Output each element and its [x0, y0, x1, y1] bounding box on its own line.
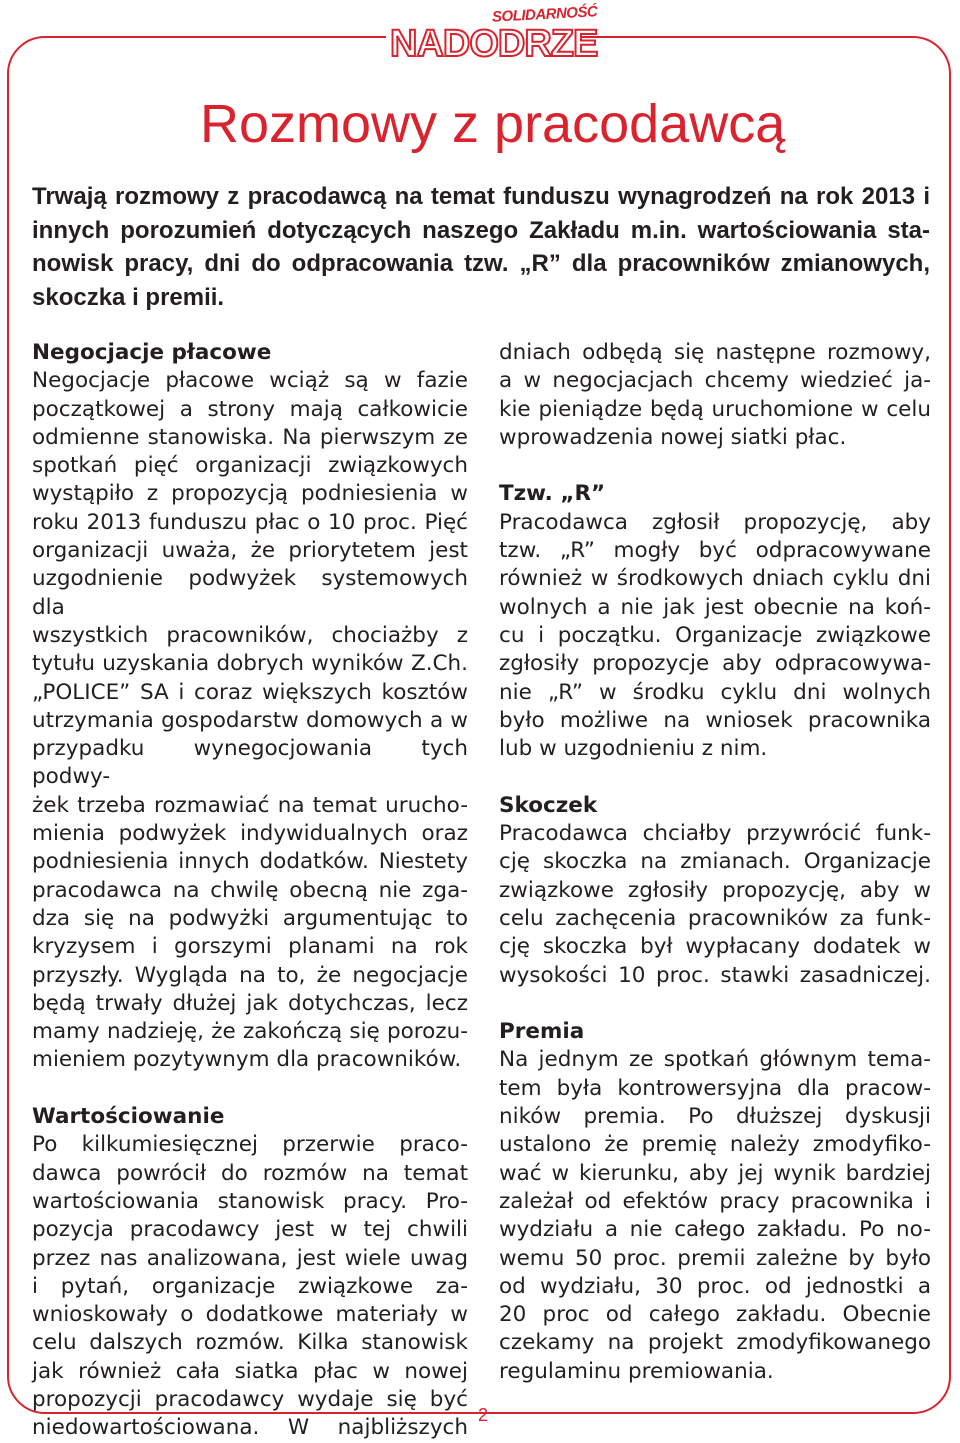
- text-line: „POLICE” SA i coraz większych kosztów: [32, 679, 468, 705]
- text-line: wolnych a nie jak jest obecnie na koń-: [499, 594, 931, 620]
- text-line: kie pieniądze będą uruchomione w celu: [499, 396, 931, 422]
- left-column: [32, 339, 468, 1443]
- text-line: czekamy na projekt zmodyfikowanego: [499, 1330, 931, 1356]
- text-line: zależał od efektów pracy pracownika i: [499, 1188, 931, 1214]
- heading-premia: Premia: [499, 1019, 585, 1045]
- text-line: cję skoczka na zmianach. Organizacje: [499, 849, 931, 875]
- heading-skoczek: Skoczek: [499, 792, 598, 818]
- text-line: od wydziału, 30 proc. od jednostki a: [499, 1273, 931, 1299]
- text-line: tem była kontrowersyjna dla pracow-: [499, 1075, 931, 1101]
- text-line: wnioskowały o dodatkowe materiały w: [32, 1302, 468, 1328]
- text-line: zgłosiły propozycje aby odpracowywa-: [499, 651, 931, 677]
- text-line: propozycji pracodawcy wydaje się być: [32, 1386, 468, 1412]
- paragraph-tzw-r: [499, 509, 931, 764]
- right-column: [499, 339, 931, 1386]
- text-line: wprowadzenia nowej siatki płac.: [499, 424, 847, 450]
- paragraph-skoczek: [499, 820, 931, 990]
- text-line: przyszły. Wygląda na to, że negocjacje: [32, 962, 468, 988]
- text-line: wać w kierunku, aby jej wynik bardziej: [499, 1160, 931, 1186]
- text-line: kryzysem i gorszymi planami na rok: [32, 934, 468, 960]
- text-line: wemu 50 proc. premii zależne by było: [499, 1245, 931, 1271]
- text-line: regulaminu premiowania.: [499, 1358, 774, 1384]
- text-line: Po kilkumiesięcznej przerwie praco-: [32, 1132, 468, 1158]
- text-line: mienia podwyżek indywidualnych oraz: [32, 821, 468, 847]
- text-line: ustalono że premię należy zmodyfiko-: [499, 1132, 931, 1158]
- text-line: 20 proc od całego zakładu. Obecnie: [499, 1302, 931, 1328]
- text-line: tytułu uzyskania dobrych wyników Z.Ch.: [32, 651, 468, 677]
- text-line: żek trzeba rozmawiać na temat urucho-: [32, 792, 468, 818]
- page-title: Rozmowy z pracodawcą: [200, 94, 786, 154]
- paragraph-wartosciowanie: [32, 1131, 468, 1442]
- text-line: przypadku wynegocjowania tych podwy-: [32, 736, 468, 790]
- lead-line: innych porozumień dotyczących naszego Zakładu m.in. wartościowania sta-: [32, 216, 930, 244]
- text-line: dniach odbędą się następne rozmowy,: [499, 340, 931, 365]
- text-line: wartościowania stanowisk pracy. Pro-: [32, 1188, 468, 1214]
- heading-wartosciowanie: Wartościowanie: [32, 1104, 225, 1130]
- text-line: podniesienia innych dodatków. Niestety: [32, 849, 468, 875]
- text-line: będą trwały dłużej jak dotychczas, lecz: [32, 990, 468, 1016]
- text-line: związkowe zgłosiły propozycję, aby w: [499, 877, 931, 903]
- text-line: jak również cała siatka płac w nowej: [32, 1358, 468, 1384]
- lead-line: skoczka i premii.: [32, 283, 225, 311]
- lead-paragraph: [32, 180, 930, 314]
- text-line: nie „R” w środku cyklu dni wolnych: [499, 679, 931, 705]
- text-line: Na jednym ze spotkań głównym tema-: [499, 1047, 931, 1073]
- paragraph-continued: [499, 339, 931, 452]
- logo-solidarnosc: SOLIDARNOŚĆ: [491, 3, 598, 26]
- text-line: organizacji uważa, że priorytetem jest: [32, 538, 468, 564]
- text-line: roku 2013 funduszu płac o 10 proc. Pięć: [32, 509, 468, 535]
- text-line: również w środkowych dniach cyklu dni: [499, 566, 931, 592]
- text-line: wszystkich pracowników, chociażby z: [32, 622, 468, 648]
- nadodrze-logo: [386, 0, 598, 72]
- lead-line: nowisk pracy, dni do odpracowania tzw. „R” dla pracowników zmianowych,: [32, 250, 930, 278]
- text-line: Pracodawca zgłosił propozycję, aby: [499, 509, 931, 535]
- paragraph-negocjacje: [32, 367, 468, 1074]
- text-line: a w negocjacjach chcemy wiedzieć ja-: [499, 368, 931, 394]
- text-line: cję skoczka był wypłacany dodatek w: [499, 934, 931, 960]
- text-line: celu dalszych rozmów. Kilka stanowisk: [32, 1330, 468, 1356]
- text-line: dza się na podwyżki argumentując to: [32, 905, 468, 931]
- logo-nadodrze: NADODRZE: [390, 23, 598, 65]
- text-line: utrzymania gospodarstw domowych a w: [32, 707, 468, 733]
- text-line: uzgodnienie podwyżek systemowych dla: [32, 566, 468, 620]
- text-line: pozycja pracodawcy jest w tej chwili: [32, 1217, 468, 1243]
- text-line: spotkań pięć organizacji związkowych: [32, 453, 468, 479]
- text-line: i pytań, organizacje związkowe za-: [32, 1273, 468, 1299]
- heading-negocjacje: Negocjacje płacowe: [32, 340, 272, 365]
- text-line: celu zachęcenia pracowników za funk-: [499, 905, 931, 931]
- text-line: wydziału a nie całego zakładu. Po no-: [499, 1217, 931, 1243]
- text-line: dawca powrócił do rozmów na temat: [32, 1160, 468, 1186]
- text-line: przez nas analizowana, jest wiele uwag: [32, 1245, 468, 1271]
- text-line: ników premia. Po dłuższej dyskusji: [499, 1104, 931, 1130]
- text-line: początkowej a strony mają całkowicie: [32, 396, 468, 422]
- text-line: tzw. „R” mogły być odpracowywane: [499, 538, 931, 564]
- text-line: mieniem pozytywnym dla pracowników.: [32, 1047, 462, 1073]
- text-line: wysokości 10 proc. stawki zasadniczej.: [499, 962, 931, 988]
- text-line: wystąpiło z propozycją podniesienia w: [32, 481, 468, 507]
- paragraph-premia: [499, 1046, 931, 1386]
- page-number: 2: [478, 1405, 489, 1425]
- text-line: Negocjacje płacowe wciąż są w fazie: [32, 368, 468, 394]
- text-line: cu i początku. Organizacje związkowe: [499, 622, 931, 648]
- text-line: mamy nadzieję, że zakończą się porozu-: [32, 1019, 468, 1045]
- heading-tzw-r: Tzw. „R”: [499, 481, 606, 507]
- text-line: odmienne stanowiska. Na pierwszym ze: [32, 424, 468, 450]
- text-line: pracodawca na chwilę obecną nie zga-: [32, 877, 468, 903]
- text-line: niedowartościowana. W najbliższych: [32, 1415, 468, 1441]
- text-line: Pracodawca chciałby przywrócić funk-: [499, 821, 931, 847]
- text-line: było możliwe na wniosek pracownika: [499, 707, 931, 733]
- text-line: lub w uzgodnieniu z nim.: [499, 736, 768, 762]
- lead-line: Trwają rozmowy z pracodawcą na temat funduszu wynagrodzeń na rok 2013 i: [32, 183, 930, 210]
